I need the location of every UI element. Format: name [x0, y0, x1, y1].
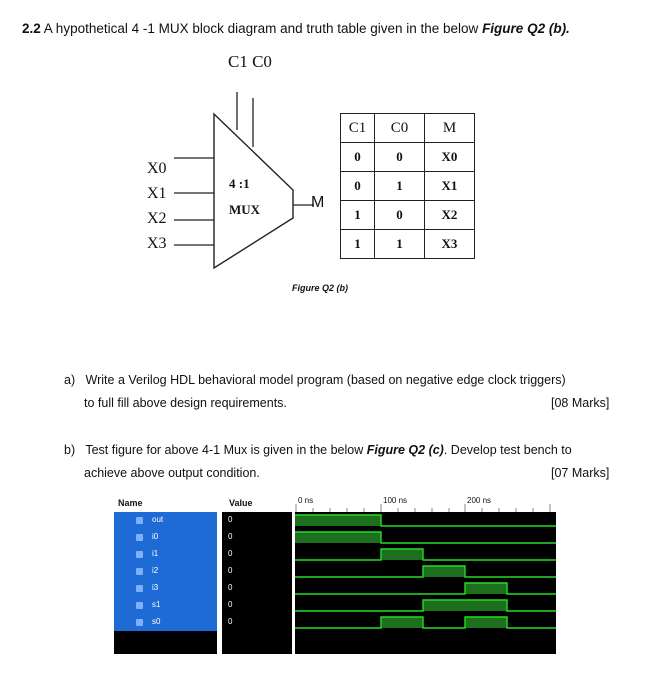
- time-label: 100 ns: [383, 496, 408, 505]
- table-cell: X3: [425, 230, 475, 259]
- signal-name: i1: [152, 549, 159, 558]
- name-column-header: [114, 494, 217, 512]
- signal-name: s0: [152, 617, 161, 626]
- table-cell: 0: [341, 143, 375, 172]
- figure-reference: Figure Q2 (b).: [482, 21, 570, 36]
- signal-value: 0: [228, 566, 233, 575]
- waveform-traces: [295, 494, 556, 654]
- part-b-marks: [07 Marks]: [551, 466, 610, 480]
- time-label: 200 ns: [467, 496, 492, 505]
- part-a-line2: to full fill above design requirements.: [84, 396, 287, 410]
- signal-icon: [136, 585, 143, 592]
- waveform-high-segment: [465, 583, 507, 594]
- table-row: [341, 172, 475, 201]
- table-row: [341, 143, 475, 172]
- signal-icon: [136, 517, 143, 524]
- signal-value: 0: [228, 532, 233, 541]
- waveform-high-segment: [423, 600, 507, 611]
- table-cell: 0: [375, 143, 425, 172]
- signal-name: s1: [152, 600, 161, 609]
- value-header-label: Value: [229, 498, 253, 508]
- table-cell: 1: [375, 172, 425, 201]
- signal-value: 0: [228, 583, 233, 592]
- figure-caption: Figure Q2 (b): [292, 283, 348, 293]
- part-b-line1: [64, 443, 572, 457]
- header-m: M: [425, 114, 475, 143]
- signal-icon: [136, 568, 143, 575]
- waveform-i3: [295, 583, 556, 594]
- signal-name-panel: [114, 512, 217, 631]
- table-cell: 1: [341, 201, 375, 230]
- signal-value: 0: [228, 549, 233, 558]
- signal-row-s1[interactable]: [114, 597, 217, 614]
- part-b-line2: achieve above output condition.: [84, 466, 260, 480]
- part-a-label: a): [64, 373, 76, 387]
- signal-value: 0: [228, 515, 233, 524]
- waveform-high-segment: [295, 515, 381, 526]
- input-label-x1: X1: [147, 185, 167, 202]
- signal-value: 0: [228, 600, 233, 609]
- signal-row-i1[interactable]: [114, 546, 217, 563]
- signal-row-i0[interactable]: [114, 529, 217, 546]
- signal-row-out[interactable]: [114, 512, 217, 529]
- mux-ratio-label: 4 :1: [229, 176, 250, 191]
- select-inputs-label: C1 C0: [228, 52, 272, 71]
- waveform-high-segment: [381, 549, 423, 560]
- table-row: [341, 201, 475, 230]
- question-text: A hypothetical 4 -1 MUX block diagram and truth table given in the below: [43, 21, 479, 36]
- waveform-s0: [295, 617, 556, 628]
- waveform-high-segment: [423, 566, 465, 577]
- signal-value: 0: [228, 617, 233, 626]
- part-a-line1: [64, 373, 566, 387]
- signal-name: out: [152, 515, 164, 524]
- signal-icon: [136, 534, 143, 541]
- truth-table: [340, 113, 475, 259]
- signal-name: i0: [152, 532, 159, 541]
- value-column-header: [222, 494, 292, 512]
- table-cell: 1: [341, 230, 375, 259]
- table-cell: 0: [341, 172, 375, 201]
- signal-name: i2: [152, 566, 159, 575]
- table-cell: X2: [425, 201, 475, 230]
- table-cell: X1: [425, 172, 475, 201]
- table-row: [341, 230, 475, 259]
- time-label: 0 ns: [298, 496, 314, 505]
- signal-icon: [136, 551, 143, 558]
- signal-row-i2[interactable]: [114, 563, 217, 580]
- part-b-figure-ref: Figure Q2 (c): [366, 443, 444, 457]
- waveform-high-segment: [381, 617, 423, 628]
- output-label: M: [311, 194, 325, 211]
- table-cell: 1: [375, 230, 425, 259]
- signal-icon: [136, 602, 143, 609]
- name-header-label: Name: [118, 498, 143, 508]
- header-c1: C1: [341, 114, 375, 143]
- input-label-x3: X3: [147, 235, 167, 252]
- truth-table-header-row: [341, 114, 475, 143]
- part-a-marks: [08 Marks]: [551, 396, 610, 410]
- signal-row-s0[interactable]: [114, 614, 217, 631]
- input-label-x0: X0: [147, 160, 167, 177]
- part-b-text1: Test figure for above 4-1 Mux is given in the below: [85, 443, 364, 457]
- column-divider[interactable]: [217, 494, 222, 654]
- input-label-x2: X2: [147, 210, 167, 227]
- part-b-text1-end: . Develop test bench to: [443, 443, 572, 457]
- waveform-high-segment: [465, 617, 507, 628]
- signal-name: i3: [152, 583, 159, 592]
- waveform-high-segment: [295, 532, 381, 543]
- header-c0: C0: [375, 114, 425, 143]
- signal-row-i3[interactable]: [114, 580, 217, 597]
- table-cell: X0: [425, 143, 475, 172]
- waveform-i1: [295, 549, 556, 560]
- part-a-text1: Write a Verilog HDL behavioral model program (based on negative edge clock triggers): [85, 373, 566, 387]
- question-number: 2.2: [22, 21, 41, 36]
- signal-icon: [136, 619, 143, 626]
- mux-name-label: MUX: [229, 202, 261, 217]
- part-b-label: b): [64, 443, 76, 457]
- table-cell: 0: [375, 201, 425, 230]
